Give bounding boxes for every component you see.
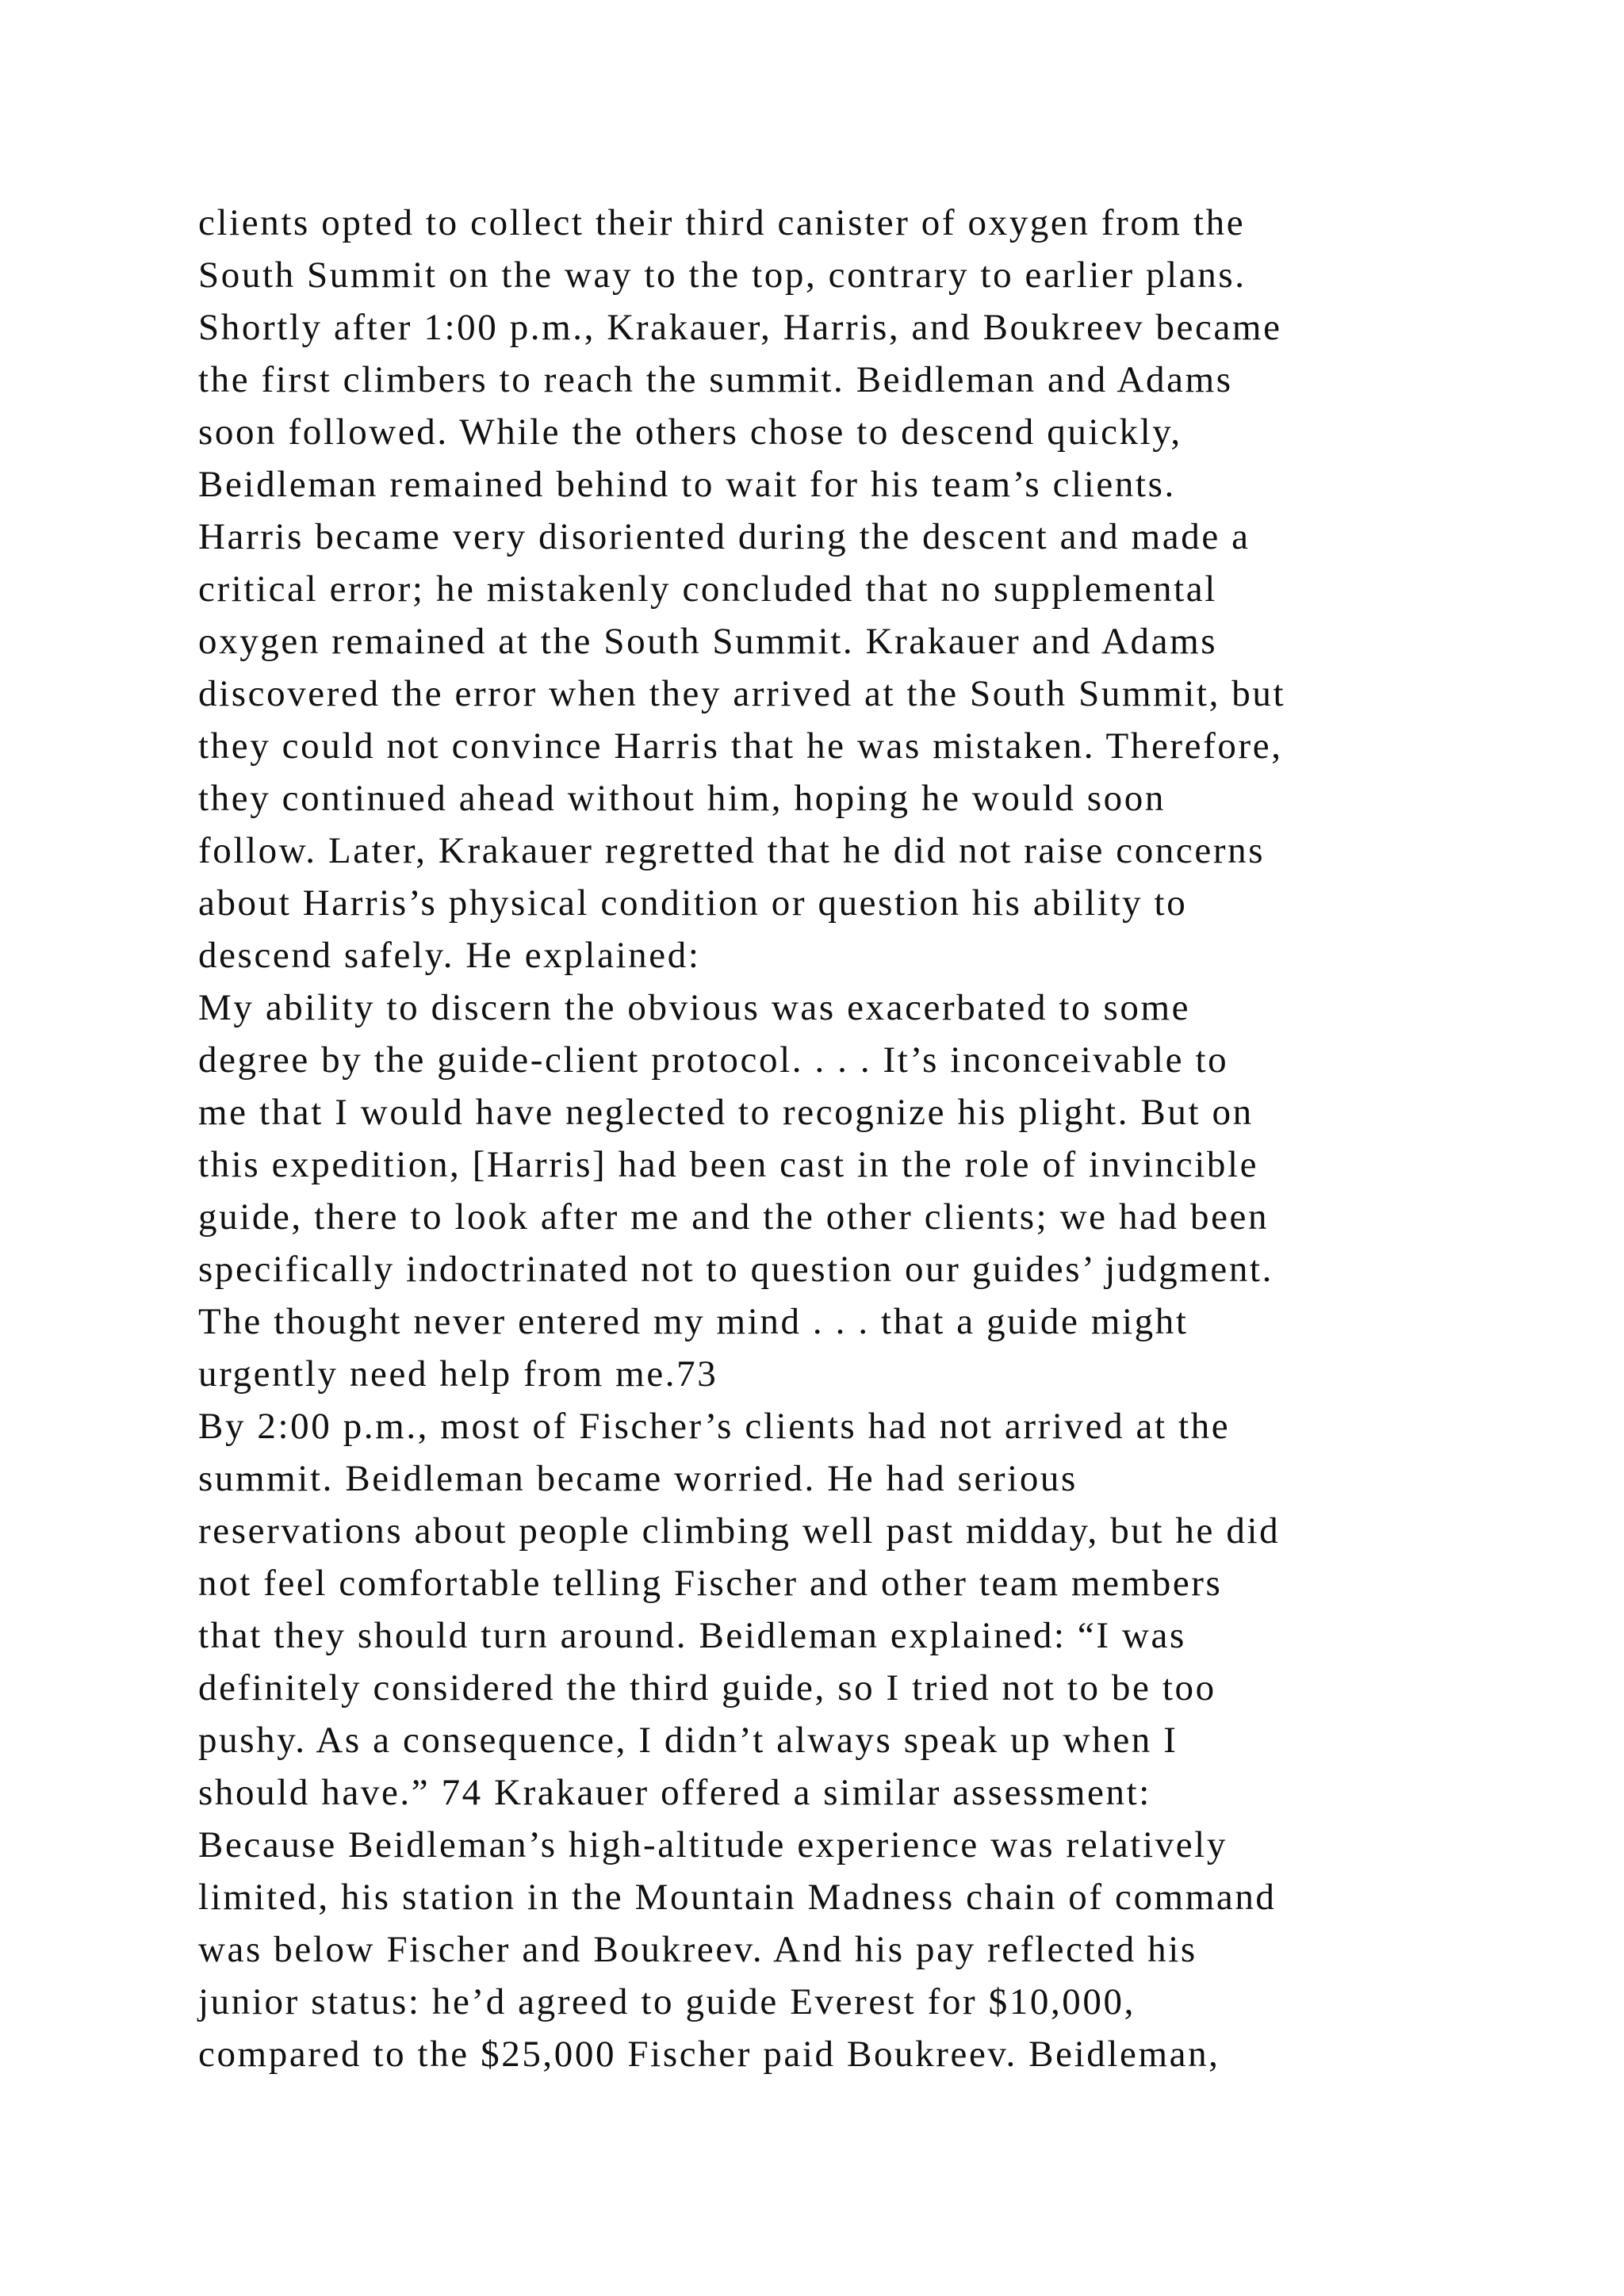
quote-line: My ability to discern the obvious was exacerbated to some [198,987,1191,1028]
text-line: South Summit on the way to the top, contrary to earlier plans. [198,254,1247,296]
text-line: they continued ahead without him, hoping he would soon [198,778,1166,819]
quote-line: The thought never entered my mind . . . that a guide might [198,1301,1189,1342]
text-line: descend safely. He explained: [198,935,701,976]
text-line: discovered the error when they arrived at the South Summit, but [198,673,1286,714]
text-line: about Harris’s physical condition or question his ability to [198,882,1188,924]
text-line: critical error; he mistakenly concluded that no supplemental [198,568,1217,610]
quote-line: me that I would have neglected to recognize his plight. But on [198,1092,1254,1133]
quote-line: Because Beidleman’s high-altitude experience was relatively [198,1824,1228,1866]
text-line: definitely considered the third guide, so I tried not to be too [198,1667,1216,1709]
quote-line: junior status: he’d agreed to guide Everest for $10,000, [198,1981,1136,2022]
text-line: Beidleman remained behind to wait for his team’s clients. [198,464,1176,505]
quote-line: was below Fischer and Boukreev. And his pay reflected his [198,1929,1197,1970]
text-line: should have.” 74 Krakauer offered a similar assessment: [198,1772,1151,1813]
text-line: reservations about people climbing well past midday, but he did [198,1510,1281,1552]
quote-line: guide, there to look after me and the other clients; we had been [198,1196,1270,1238]
text-line: pushy. As a consequence, I didn’t always speak up when I [198,1720,1178,1761]
quote-line: specifically indoctrinated not to question our guides’ judgment. [198,1249,1274,1290]
text-line: clients opted to collect their third canister of oxygen from the [198,202,1246,243]
text-line: that they should turn around. Beidleman explained: “I was [198,1615,1186,1656]
text-line: follow. Later, Krakauer regretted that he did not raise concerns [198,830,1266,871]
text-line: oxygen remained at the South Summit. Krakauer and Adams [198,621,1218,662]
body-text [198,197,1515,2080]
text-line: Harris became very disoriented during the descent and made a [198,516,1251,557]
text-line: By 2:00 p.m., most of Fischer’s clients had not arrived at the [198,1406,1231,1447]
text-line: not feel comfortable telling Fischer and other team members [198,1563,1223,1604]
quote-line: limited, his station in the Mountain Madness chain of command [198,1877,1277,1918]
text-line: summit. Beidleman became worried. He had serious [198,1458,1078,1499]
quote-line: urgently need help from me.73 [198,1353,718,1395]
quote-line: compared to the $25,000 Fischer paid Boukreev. Beidleman, [198,2034,1220,2075]
text-line: Shortly after 1:00 p.m., Krakauer, Harris, and Boukreev became [198,307,1282,348]
text-line: soon followed. While the others chose to descend quickly, [198,411,1182,453]
text-line: the first climbers to reach the summit. Beidleman and Adams [198,359,1233,400]
quote-line: this expedition, [Harris] had been cast in the role of invincible [198,1144,1259,1185]
text-line: they could not convince Harris that he was mistaken. Therefore, [198,725,1283,767]
quote-line: degree by the guide-client protocol. . . . It’s inconceivable to [198,1039,1229,1081]
